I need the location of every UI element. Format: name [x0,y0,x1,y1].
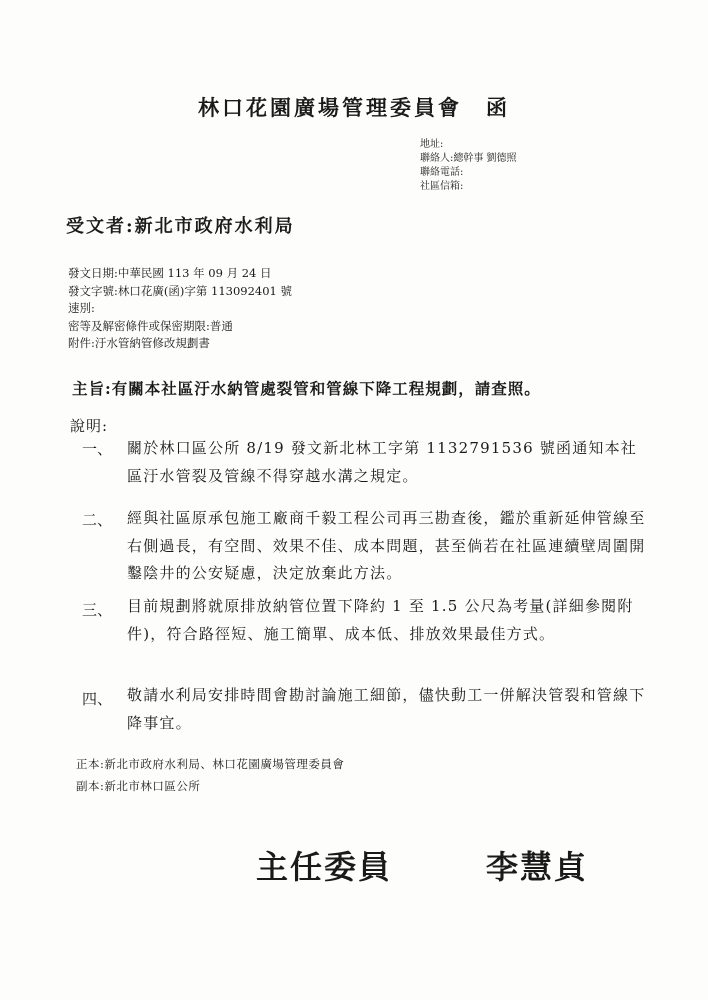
explanation-label: 說明: [70,417,109,435]
item-number: 一、 [82,440,113,458]
contact-person-line: 聯絡人:總幹事 劉德照 [420,153,517,164]
item-text: 經與社區原承包施工廠商千毅工程公司再三勘查後，鑑於重新延伸管線至右側過長，有空間、效果不佳、成本問題，甚至倘若在社區連續壁周圍開鑿陰井的公安疑慮，決定放棄此方法。 [127,509,646,582]
subject-line: 主旨:有關本社區汙水納管處裂管和管線下降工程規劃，請查照。 [72,379,541,398]
meta-block [68,265,292,353]
document-title: 林口花園廣場管理委員會 函 [198,95,510,120]
item-text: 關於林口區公所 8/19 發文新北林工字第 1132791536 號函通知本社區汙水管裂及管線不得穿越水溝之規定。 [127,439,637,485]
item-number: 二、 [82,511,113,529]
signature-title: 主任委員 [256,848,393,886]
original-copy-line: 正本:新北市政府水利局、林口花園廣場管理委員會 [76,757,345,771]
contact-block [420,138,517,194]
item-text: 敬請水利局安排時間會勘討論施工細節，儘快動工一併解決管裂和管線下降事宜。 [127,686,646,732]
issue-date: 發文日期:中華民國 113 年 09 月 24 日 [68,266,272,280]
signature-name: 李慧貞 [486,848,589,886]
duplicate-copy-line: 副本:新北市林口區公所 [76,779,201,793]
item-number: 四、 [82,690,113,708]
secrecy-level: 密等及解密條件或保密期限:普通 [68,318,233,333]
speed-class: 速別: [68,301,95,315]
email-line: 社區信箱: [420,181,464,192]
item-text: 目前規劃將就原排放納管位置下降約 1 至 1.5 公尺為考量(詳細參閱附件)，符合路徑短、施工簡單、成本低、排放效果最佳方式。 [127,597,634,643]
address-line: 地址: [420,139,444,150]
phone-line: 聯絡電話: [420,167,464,178]
attachment-line: 附件:汙水管納管修改規劃書 [68,336,210,350]
document-number: 發文字號:林口花廣(函)字第 113092401 號 [68,283,293,298]
recipient-line: 受文者:新北市政府水利局 [66,216,295,237]
item-number: 三、 [82,601,113,619]
